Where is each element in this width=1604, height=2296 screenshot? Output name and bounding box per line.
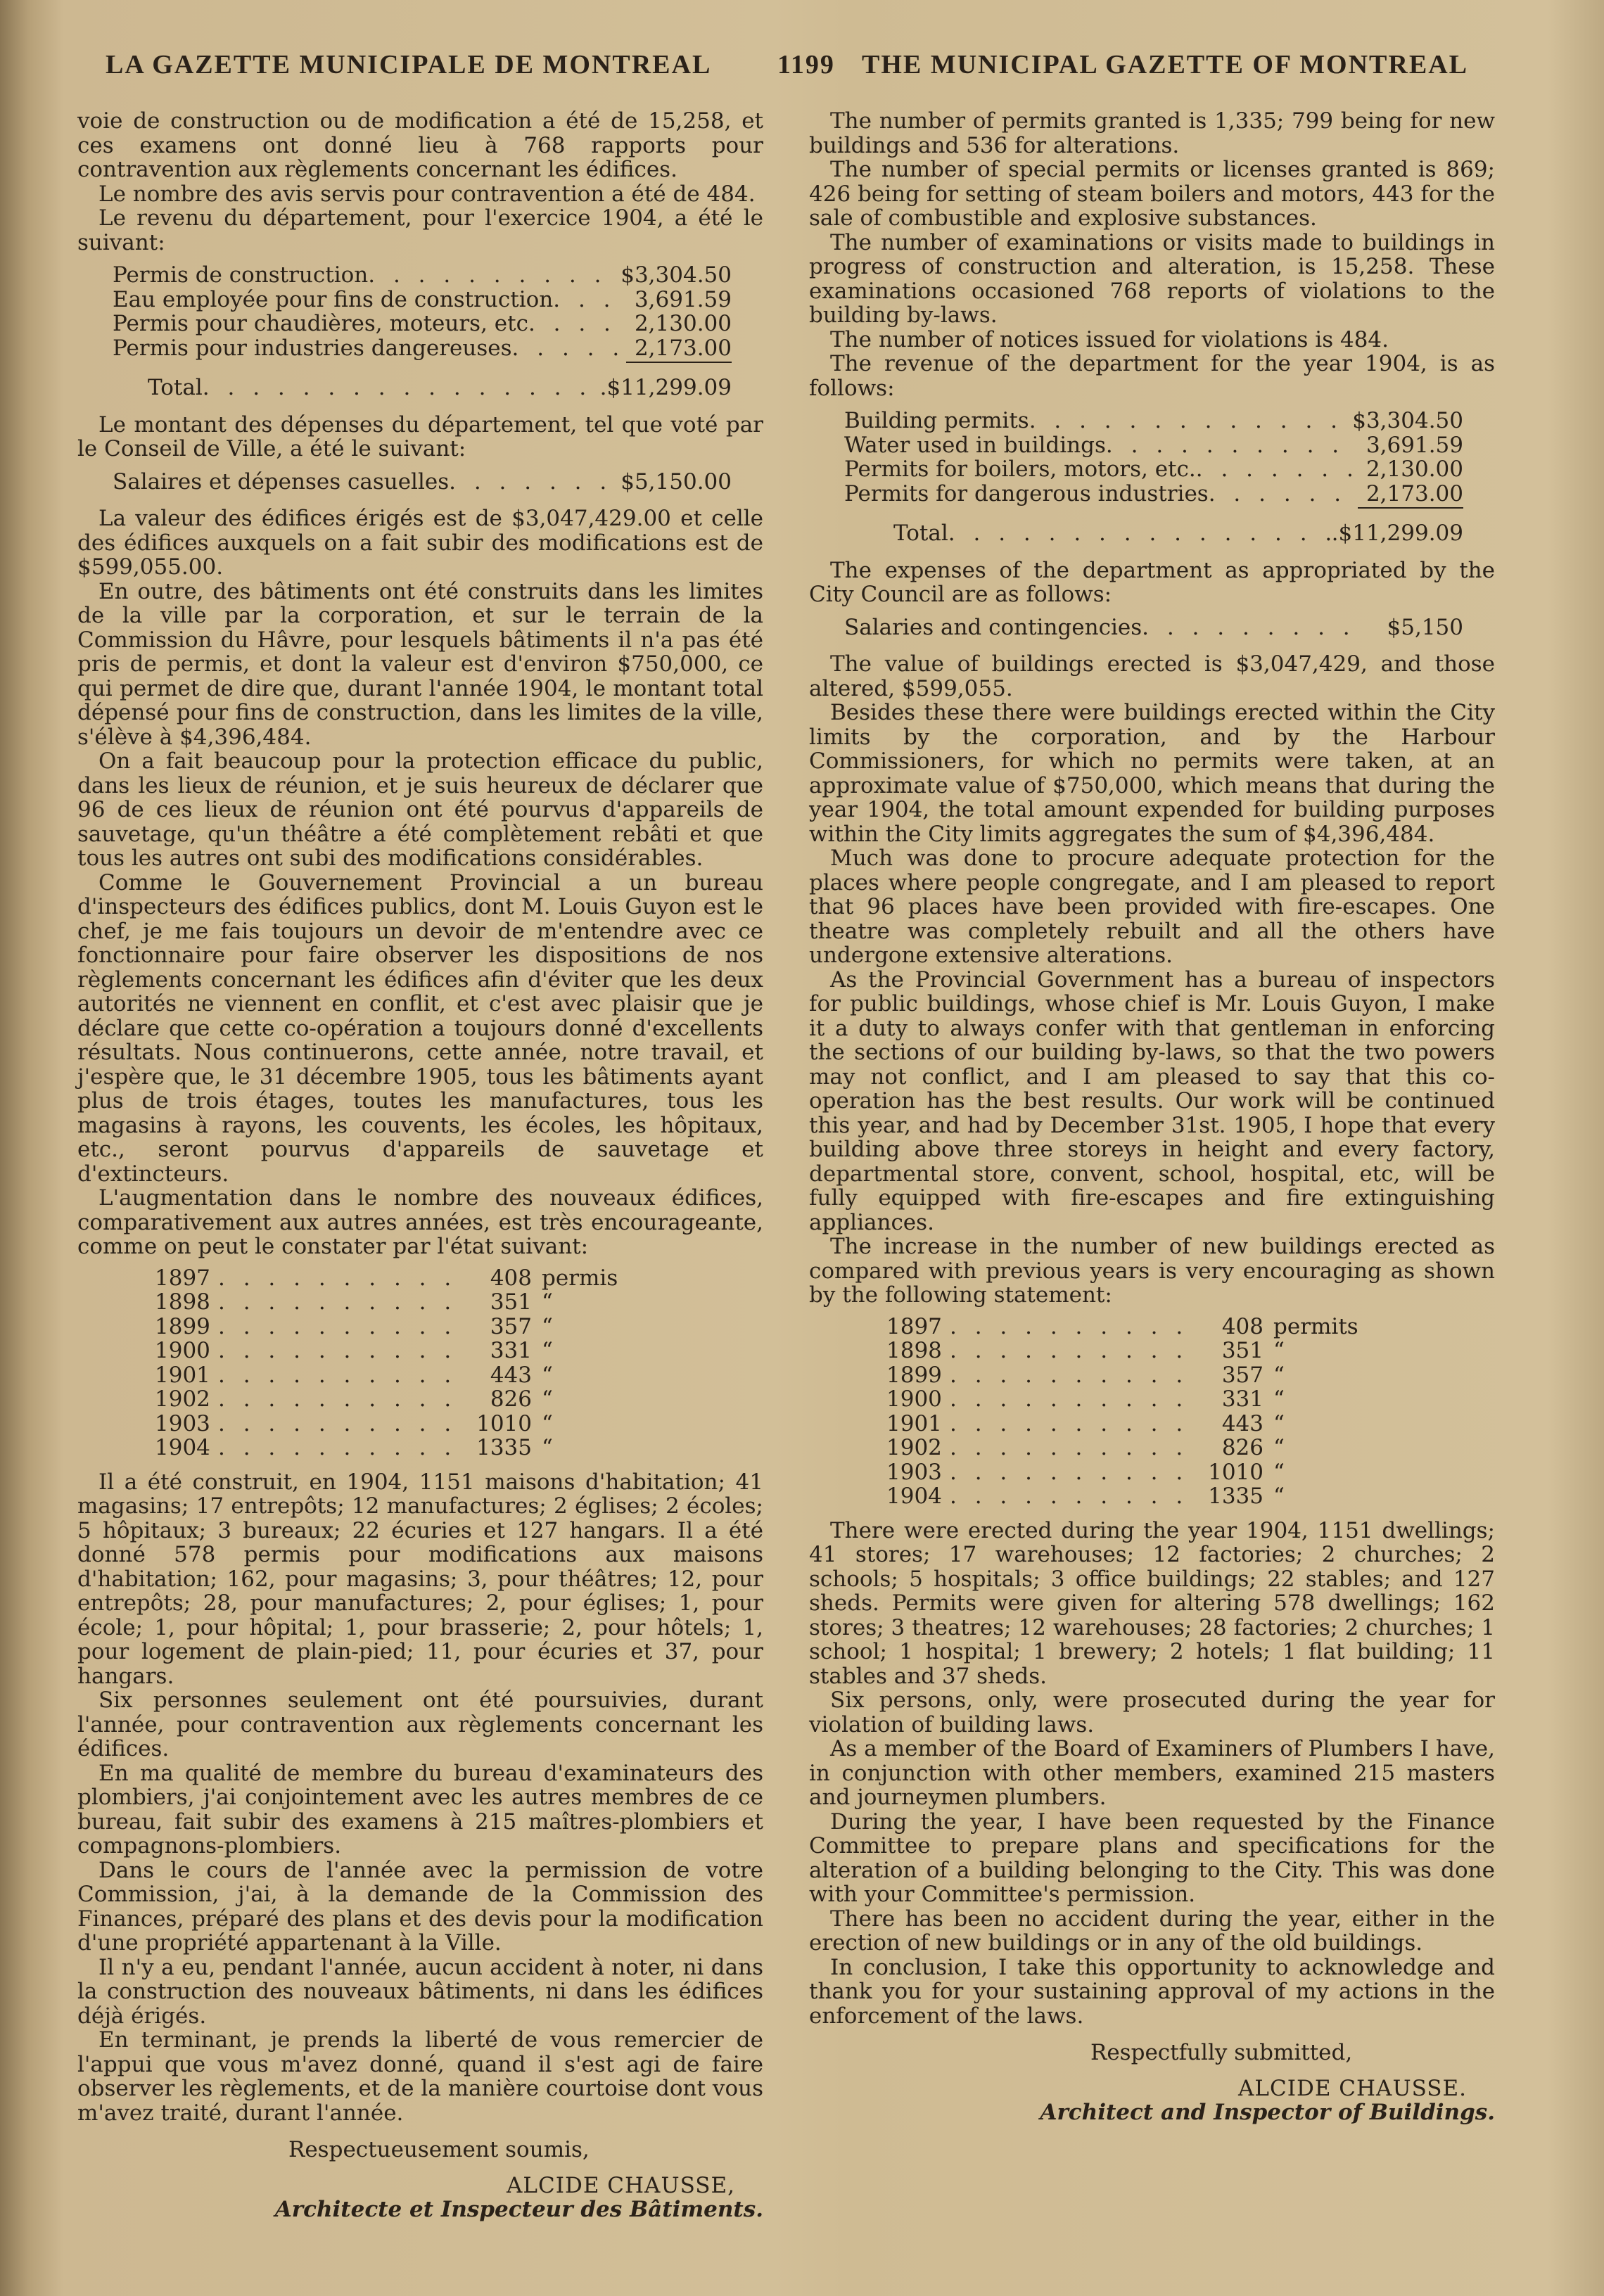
count-cell: 408 xyxy=(1221,1313,1264,1339)
paragraph: Comme le Gouvernement Provincial a un bureau d'inspecteurs des édifices publics, dont M. Louis Guyon est le chef, je me fais toujours un devoir de m'entendre avec ce fonctionnaire pour faire observer les dispositions de nos règlements concernant les édifices afin d'éviter que les deux autorités ne viennent en conflit, et c'est avec plaisir que je déclare que cette co-opération a toujours donné d'excellents résultats. Nous continuerons, cette année, notre travail, et j'espère que, le 31 décembre 1905, tous les bâtiments ayant plus de trois étages, toutes les manufactures, tous les magasins à rayons, les couvents, les écoles, les hôpitaux, etc., seront pourvus d'appareils de sauvetage et d'extincteurs. xyxy=(77,869,763,1187)
paragraph: The number of permits granted is 1,335; 799 being for new buildings and 536 for alterations. xyxy=(809,108,1495,158)
paragraph: As a member of the Board of Examiners of Plumbers I have, in conjunction with other members, examined 215 masters and journeymen plumbers. xyxy=(809,1736,1495,1810)
count-cell: 351 xyxy=(490,1289,532,1315)
revenue-amount: 2,173.00 xyxy=(634,335,732,361)
table-row xyxy=(886,1315,1365,1339)
table-row xyxy=(886,1363,1365,1388)
paragraph: Much was done to procure adequate protection for the places where people congregate, and I am pleased to report that 96 places have been provided with fire-escapes. One theatre was completely rebuilt and all the others have undergone extensive alterations. xyxy=(809,846,1495,968)
year-cell: 1900 xyxy=(155,1338,210,1363)
paragraph: Le revenu du département, pour l'exercice 1904, a été le suivant: xyxy=(77,205,763,255)
revenue-total xyxy=(113,376,732,400)
table-row xyxy=(844,457,1463,482)
revenue-label: Permits for dangerous industries xyxy=(844,480,1209,506)
count-cell: 443 xyxy=(1221,1410,1264,1436)
expense-amount: $5,150 xyxy=(1387,614,1463,640)
year-cell: 1903 xyxy=(886,1459,942,1485)
count-cell: 826 xyxy=(490,1386,532,1412)
revenue-label: Permis de construction xyxy=(113,262,369,288)
revenue-amount: $3,304.50 xyxy=(1352,408,1463,433)
sum-rule xyxy=(1358,507,1463,509)
paragraph: The number of notices issued for violations is 484. xyxy=(830,326,1389,352)
paragraph: voie de construction ou de modification a été de 15,258, et ces examens ont donné lieu à 768 rapports pour contravention aux règlements concernant les édifices. xyxy=(77,108,763,182)
paragraph: En outre, des bâtiments ont été construits dans les limites de la ville par la corporation, et sur le terrain de la Commission du Hâvre, pour lesquels bâtiments il n'a pas été pris de permis, et dont la valeur est d'environ $750,000, ce qui permet de dire que, durant l'année 1904, le montant total dépensé pour fins de construction, dans les limites de la ville, s'élève à $4,396,484. xyxy=(77,578,763,750)
revenue-total xyxy=(844,521,1463,546)
paragraph: Six personnes seulement ont été poursuivies, durant l'année, pour contravention aux règlements concernant les édifices. xyxy=(77,1688,763,1761)
table-row xyxy=(886,1339,1365,1363)
unit-cell: “ xyxy=(542,1338,553,1363)
year-cell: 1899 xyxy=(886,1362,942,1388)
year-cell: 1902 xyxy=(886,1435,942,1460)
unit-cell: permis xyxy=(542,1265,618,1291)
paragraph: The revenue of the department for the year 1904, is as follows: xyxy=(809,351,1495,401)
closing: Respectfully submitted, xyxy=(1090,2040,1353,2065)
total-amount: .$11,299.09 xyxy=(599,375,732,400)
revenue-label: Permits for boilers, motors, etc. xyxy=(844,457,1196,482)
total-label: Total xyxy=(148,375,203,400)
unit-cell: “ xyxy=(1273,1362,1285,1388)
table-row xyxy=(844,482,1463,506)
count-cell: 1010 xyxy=(1208,1459,1264,1485)
paragraph: Il n'y a eu, pendant l'année, aucun accident à noter, ni dans la construction des nouveaux bâtiments, ni dans les édifices déjà érigés. xyxy=(77,1954,763,2029)
table-row xyxy=(844,433,1463,458)
paragraph: The number of examinations or visits made to buildings in progress of construction and alteration, is 15,258. These examinations occasioned 768 reports of violations to the building by-laws. xyxy=(809,229,1495,328)
table-row xyxy=(113,288,732,312)
paragraph: The value of buildings erected is $3,047,429, and those altered, $599,055. xyxy=(809,651,1495,701)
paragraph: En terminant, je prends la liberté de vous remercier de l'appui que vous m'avez donné, quand il s'est agi de faire observer les règlements, et de la manière courtoise dont vous m'avez traité, durant l'année. xyxy=(77,2027,763,2126)
expenses-table xyxy=(113,470,732,495)
table-row xyxy=(155,1315,633,1339)
paragraph: Six persons, only, were prosecuted during the year for violation of building laws. xyxy=(809,1688,1495,1737)
french-column xyxy=(77,109,763,2222)
year-cell: 1898 xyxy=(886,1338,942,1363)
year-cell: 1898 xyxy=(155,1289,210,1315)
year-cell: 1904 xyxy=(155,1435,210,1460)
table-row xyxy=(886,1412,1365,1436)
unit-cell: “ xyxy=(1273,1338,1285,1363)
permits-by-year-table xyxy=(155,1266,633,1460)
page-header xyxy=(106,49,1498,91)
unit-cell: “ xyxy=(542,1386,553,1412)
expenses-table xyxy=(844,616,1463,640)
paragraph: In conclusion, I take this opportunity to acknowledge and thank you for your sustaining approval of my actions in the enforcement of the laws. xyxy=(809,1954,1495,2029)
year-cell: 1897 xyxy=(886,1313,942,1339)
paragraph: There has been no accident during the year, either in the erection of new buildings or in any of the old buildings. xyxy=(809,1906,1495,1956)
total-amount: .$11,299.09 xyxy=(1331,521,1463,546)
table-row xyxy=(155,1339,633,1363)
revenue-label: Permis pour industries dangereuses xyxy=(113,335,512,361)
table-row xyxy=(155,1266,633,1291)
revenue-label: Permis pour chaudières, moteurs, etc xyxy=(113,311,528,336)
revenue-amount: $3,304.50 xyxy=(620,262,732,288)
revenue-amount: 2,173.00 xyxy=(1366,480,1463,506)
count-cell: 826 xyxy=(1221,1435,1264,1460)
year-cell: 1900 xyxy=(886,1386,942,1412)
count-cell: 443 xyxy=(490,1362,532,1388)
signatory-name: ALCIDE CHAUSSE, xyxy=(507,2172,735,2198)
header-english-title: THE MUNICIPAL GAZETTE OF MONTREAL xyxy=(862,50,1468,79)
unit-cell: “ xyxy=(542,1313,553,1339)
year-cell: 1899 xyxy=(155,1313,210,1339)
paragraph: La valeur des édifices érigés est de $3,047,429.00 et celle des édifices auxquels on a fait subir des modifications est de $599,055.00. xyxy=(77,506,763,580)
count-cell: 1335 xyxy=(1208,1484,1264,1509)
revenue-amount: 3,691.59 xyxy=(634,286,732,312)
table-row xyxy=(155,1387,633,1412)
signature-block xyxy=(809,2041,1495,2125)
revenue-amount: 3,691.59 xyxy=(1366,432,1463,458)
unit-cell: “ xyxy=(542,1289,553,1315)
paragraph: There were erected during the year 1904, 1151 dwellings; 41 stores; 17 warehouses; 12 factories; 2 churches; 2 schools; 5 hospitals; 3 office buildings; 22 stables; and 127 sheds. Permits were given for altering 578 dwellings; 162 stores; 3 theatres; 12 warehouses; 28 factories; 2 churches; 1 school; 1 hospital; 1 brewery; 2 hotels; 1 flat building; 11 stables and 37 sheds. xyxy=(809,1517,1495,1689)
year-cell: 1903 xyxy=(155,1410,210,1436)
year-cell: 1901 xyxy=(886,1410,942,1436)
count-cell: 1010 xyxy=(476,1410,532,1436)
paragraph: The expenses of the department as appropriated by the City Council are as follows: xyxy=(809,557,1495,607)
unit-cell: “ xyxy=(542,1410,553,1436)
count-cell: 408 xyxy=(490,1265,532,1291)
unit-cell: “ xyxy=(1273,1459,1285,1485)
revenue-amount: 2,130.00 xyxy=(1366,457,1463,482)
paragraph: The number of special permits or licenses granted is 869; 426 being for setting of steam boilers and motors, 443 for the sale of combustible and explosive substances. xyxy=(809,157,1495,231)
count-cell: 331 xyxy=(1221,1386,1264,1412)
paragraph: Le nombre des avis servis pour contravention a été de 484. xyxy=(98,181,756,207)
revenue-table xyxy=(844,409,1463,509)
table-row xyxy=(886,1436,1365,1460)
count-cell: 351 xyxy=(1221,1338,1264,1363)
table-row xyxy=(886,1484,1365,1509)
paragraph: On a fait beaucoup pour la protection efficace du public, dans les lieux de réunion, et je suis heureux de déclarer que 96 de ces lieux de réunion ont été pourvus d'appareils de sauvetage, qu'un théâtre a été complètement rebâti et que tous les autres ont subi des modifications considérables. xyxy=(77,748,763,871)
count-cell: 331 xyxy=(490,1338,532,1363)
english-column xyxy=(809,109,1495,2125)
year-cell: 1902 xyxy=(155,1386,210,1412)
table-row xyxy=(113,312,732,336)
table-row xyxy=(113,263,732,288)
expense-label: Salaries and contingencies xyxy=(844,614,1142,640)
table-row xyxy=(155,1412,633,1436)
paragraph: During the year, I have been requested by the Finance Committee to prepare plans and specifications for the alteration of a building belonging to the City. This was done with your Committee's permission. xyxy=(809,1809,1495,1907)
total-label: Total xyxy=(893,521,948,546)
page-number: 1199 xyxy=(777,50,835,79)
table-row xyxy=(155,1436,633,1460)
expense-label: Salaires et dépenses casuelles xyxy=(113,468,450,495)
unit-cell: “ xyxy=(1273,1435,1285,1460)
paragraph: As the Provincial Government has a bureau of inspectors for public buildings, whose chief is Mr. Louis Guyon, I make it a duty to always confer with that gentleman in enforcing the sections of our building by-laws, so that the two powers may not conflict, and I am pleased to say that this co-operation has the best results. Our work will be continued this year, and had by December 31st. 1905, I hope that every building above three storeys in height and every factory, departmental store, convent, school, hospital, etc, will be fully equipped with fire-escapes and fire extinguishing appliances. xyxy=(809,967,1495,1235)
table-row xyxy=(155,1363,633,1388)
revenue-label: Water used in buildings xyxy=(844,432,1106,458)
year-cell: 1901 xyxy=(155,1362,210,1388)
paragraph: Le montant des dépenses du département, tel que voté par le Conseil de Ville, a été le suivant: xyxy=(77,412,763,461)
paragraph: The increase in the number of new buildings erected as compared with previous years is very encouraging as shown by the following statement: xyxy=(809,1234,1495,1308)
unit-cell: “ xyxy=(542,1362,553,1388)
expense-amount: $5,150.00 xyxy=(620,468,732,495)
header-french-title: LA GAZETTE MUNICIPALE DE MONTREAL xyxy=(106,50,712,79)
table-row xyxy=(113,336,732,361)
unit-cell: “ xyxy=(1273,1386,1285,1412)
unit-cell: “ xyxy=(1273,1410,1285,1436)
count-cell: 357 xyxy=(490,1313,532,1339)
paragraph: L'augmentation dans le nombre des nouveaux édifices, comparativement aux autres années, est très encourageante, comme on peut le constater par l'état suivant: xyxy=(77,1185,763,1259)
year-cell: 1904 xyxy=(886,1484,942,1509)
count-cell: 357 xyxy=(1221,1362,1264,1388)
signature-block xyxy=(77,2138,763,2222)
unit-cell: permits xyxy=(1273,1313,1358,1339)
table-row xyxy=(155,1290,633,1315)
table-row xyxy=(844,409,1463,433)
year-cell: 1897 xyxy=(155,1265,210,1291)
sum-rule xyxy=(626,362,732,363)
revenue-label: Eau employée pour fins de construction xyxy=(113,286,554,312)
count-cell: 1335 xyxy=(476,1435,532,1460)
signatory-title: Architecte et Inspecteur des Bâtiments. xyxy=(274,2197,763,2222)
paragraph: En ma qualité de membre du bureau d'examinateurs des plombiers, j'ai conjointement avec les autres membres de ce bureau, fait subir des examens à 215 maîtres-plombiers et compagnons-plombiers. xyxy=(77,1760,763,1858)
unit-cell: “ xyxy=(542,1435,553,1460)
unit-cell: “ xyxy=(1273,1484,1285,1509)
paragraph: Il a été construit, en 1904, 1151 maisons d'habitation; 41 magasins; 17 entrepôts; 12 manufactures; 2 églises; 2 écoles; 5 hôpitaux; 3 bureaux; 22 écuries et 127 hangars. Il a été donné 578 permis pour modifications aux maisons d'habitation; 162, pour magasins; 3, pour théâtres; 12, pour entrepôts; 28, pour manufactures; 2, pour églises; 1, pour école; 1, pour hôpital; 1, pour brasserie; 2, pour hôtels; 1, pour logement de plain-pied; 11, pour écuries et 37, pour hangars. xyxy=(77,1469,763,1689)
revenue-table xyxy=(113,263,732,363)
table-row xyxy=(886,1460,1365,1485)
closing: Respectueusement soumis, xyxy=(288,2137,590,2162)
table-row xyxy=(886,1387,1365,1412)
signatory-title: Architect and Inspector of Buildings. xyxy=(1040,2100,1495,2125)
paragraph: Dans le cours de l'année avec la permission de votre Commission, j'ai, à la demande de la Commission des Finances, préparé des plans et des devis pour la modification d'une propriété appartenant à la Ville. xyxy=(77,1857,763,1956)
permits-by-year-table xyxy=(886,1315,1365,1509)
revenue-amount: 2,130.00 xyxy=(634,311,732,336)
signatory-name: ALCIDE CHAUSSE. xyxy=(1238,2075,1467,2101)
paragraph: Besides these there were buildings erected within the City limits by the corporation, and by the Harbour Commissioners, for which no permits were taken, at an approximate value of $750,000, which means that during the year 1904, the total amount expended for building purposes within the City limits aggregates the sum of $4,396,484. xyxy=(809,700,1495,847)
revenue-label: Building permits xyxy=(844,408,1029,433)
